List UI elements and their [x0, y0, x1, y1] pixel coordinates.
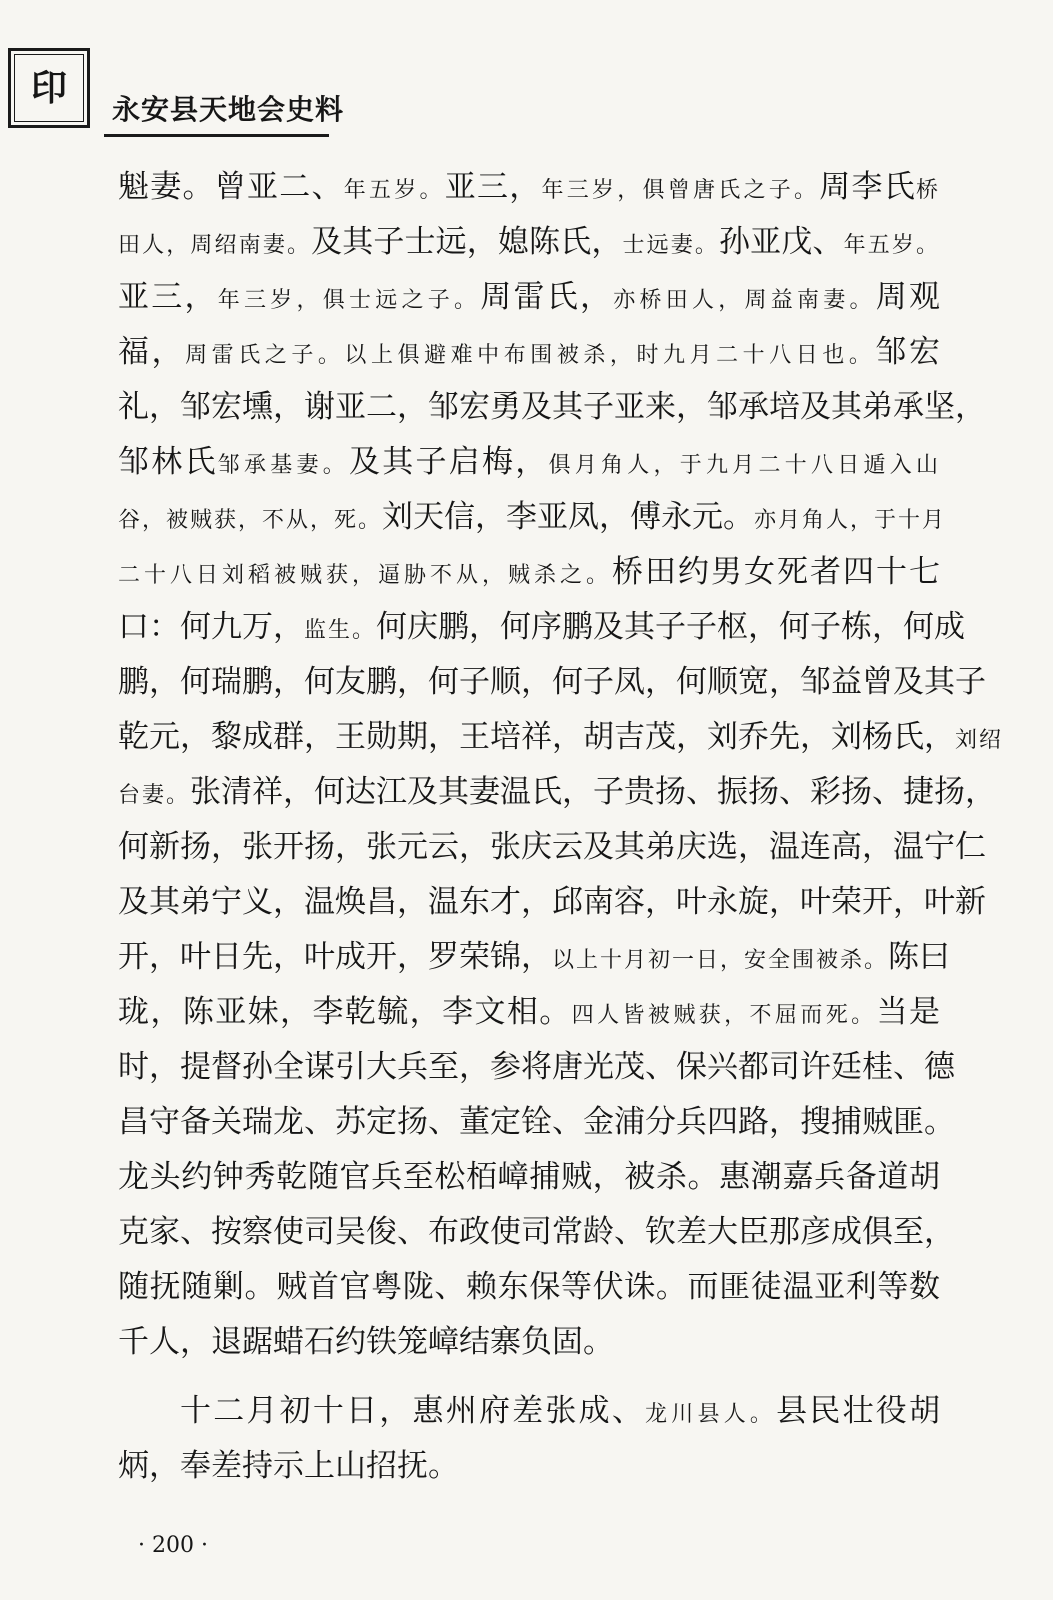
main-text: 千人，退踞蜡石约铁笼嶂结寨负固。	[118, 1324, 614, 1360]
main-text: 及其子启梅，	[349, 444, 549, 480]
annotation-note: 龙川县人。	[645, 1402, 777, 1427]
main-text: 乾元，黎成群，王勋期，王培祥，胡吉茂，刘乔先，刘杨氏，	[118, 719, 955, 755]
annotation-note: 监生。	[304, 618, 377, 643]
main-text: 开，叶日先，叶成开，罗荣锦，	[118, 939, 552, 975]
annotation-note: 邹承基妻。	[217, 453, 349, 478]
annotation-note: 四人皆被贼获，不屈而死。	[571, 1003, 877, 1028]
running-header: 永安县天地会史料	[112, 93, 345, 126]
text-line	[118, 160, 940, 215]
main-text: 当是	[876, 994, 941, 1030]
annotation-note: 士远妻。	[622, 233, 720, 258]
text-line	[118, 1439, 940, 1494]
main-text: 珑，陈亚妹，李乾毓，李文相。	[118, 994, 572, 1030]
text-line	[118, 435, 940, 490]
main-text: 礼，邹宏壎，谢亚二，邹宏勇及其子亚来，邹承培及其弟承坚，	[118, 389, 986, 425]
seal-glyph: 印	[14, 54, 84, 122]
main-text: 周雷氏，	[480, 279, 614, 315]
text-line	[118, 1260, 940, 1315]
annotation-note: 桥	[915, 178, 940, 203]
main-text: 周观	[875, 279, 940, 315]
main-text: 邹宏	[875, 334, 941, 370]
main-text: 昌守备关瑞龙、苏定扬、董定铨、金浦分兵四路，搜捕贼匪。	[118, 1104, 955, 1140]
main-text: 及其弟宁义，温焕昌，温东才，邱南容，叶永旋，叶荣开，叶新	[118, 884, 986, 920]
main-text: 桥田约男女死者四十七	[612, 554, 940, 590]
annotation-note: 亦桥田人，周益南妻。	[613, 288, 876, 313]
annotation-note: 田人，周绍南妻。	[118, 233, 312, 258]
page-number: · 200 ·	[138, 1533, 208, 1558]
main-text: 孙亚戊、	[719, 224, 844, 260]
text-line	[118, 1205, 955, 1260]
text-line	[118, 490, 947, 545]
annotation-note: 以上十月初一日，安全围被杀。	[552, 948, 889, 973]
text-line	[118, 545, 940, 600]
text-line	[118, 875, 986, 930]
main-text: 刘天信，李亚凤，傅永元。	[382, 499, 755, 535]
annotation-note: 年五岁。	[343, 178, 445, 203]
body-text	[118, 160, 1004, 1494]
seal-stamp	[8, 48, 90, 128]
header-rule	[104, 134, 329, 137]
main-text: 鹏，何瑞鹏，何友鹏，何子顺，何子凤，何顺宽，邹益曾及其子	[118, 664, 986, 700]
text-line	[118, 930, 951, 985]
text-line	[118, 325, 940, 380]
text-line	[118, 380, 986, 435]
text-line	[118, 270, 940, 325]
main-text: 时，提督孙全谋引大兵至，参将唐光茂、保兴都司许廷桂、德	[118, 1049, 955, 1085]
main-text: 随抚随剿。贼首官粤陇、赖东保等伏诛。而匪徒温亚利等数	[118, 1269, 940, 1305]
main-text: 克家、按察使司吴俊、布政使司常龄、钦差大臣那彦成俱至，	[118, 1214, 955, 1250]
main-text: 周李氏	[819, 169, 916, 205]
main-text: 炳，奉差持示上山招抚。	[118, 1448, 459, 1484]
text-line	[118, 1095, 955, 1150]
main-text: 亚三，	[118, 279, 218, 315]
annotation-note: 台妻。	[118, 783, 191, 808]
annotation-note: 俱月角人，于九月二十八日遁入山	[548, 453, 940, 478]
text-line	[118, 1315, 940, 1370]
text-line	[118, 820, 986, 875]
text-line	[118, 1384, 940, 1439]
main-text: 亚三，	[444, 169, 542, 205]
main-text: 十二月初十日，惠州府差张成、	[180, 1393, 646, 1429]
main-text: 何新扬，张开扬，张元云，张庆云及其弟庆选，温连高，温宁仁	[118, 829, 986, 865]
main-text: 福，	[118, 334, 186, 370]
main-text: 陈曰	[888, 939, 951, 975]
text-line	[118, 600, 966, 655]
text-line	[118, 710, 1004, 765]
annotation-note: 年三岁，俱曾唐氏之子。	[541, 178, 820, 203]
main-text: 张清祥，何达江及其妻温氏，子贵扬、振扬、彩扬、捷扬，	[190, 774, 997, 810]
annotation-note: 刘绍	[955, 728, 1004, 753]
main-text: 龙头约钟秀乾随官兵至松栢嶂捕贼，被杀。惠潮嘉兵备道胡	[118, 1159, 940, 1195]
main-text: 邹林氏	[118, 444, 218, 480]
annotation-note: 谷，被贼获，不从，死。	[118, 508, 383, 533]
annotation-note: 周雷氏之子。以上俱避难中布围被杀，时九月二十八日也。	[185, 343, 876, 368]
text-line	[118, 215, 940, 270]
paragraph-gap	[118, 1370, 940, 1384]
text-line	[118, 1040, 955, 1095]
annotation-note: 年三岁，俱士远之子。	[217, 288, 481, 313]
text-line	[118, 1150, 940, 1205]
main-text: 及其子士远，媳陈氏，	[311, 224, 623, 260]
text-line	[118, 985, 940, 1040]
main-text: 县民壮役胡	[776, 1393, 941, 1429]
annotation-note: 亦月角人，于十月	[754, 508, 947, 533]
text-line	[118, 765, 997, 820]
annotation-note: 年五岁。	[843, 233, 940, 258]
annotation-note: 二十八日刘稻被贼获，逼胁不从，贼杀之。	[118, 563, 612, 588]
main-text: 何庆鹏，何序鹏及其子子枢，何子栋，何成	[376, 609, 966, 645]
main-text: 魁妻。曾亚二、	[118, 169, 344, 205]
main-text: 口：何九万，	[118, 609, 304, 645]
text-line	[118, 655, 986, 710]
